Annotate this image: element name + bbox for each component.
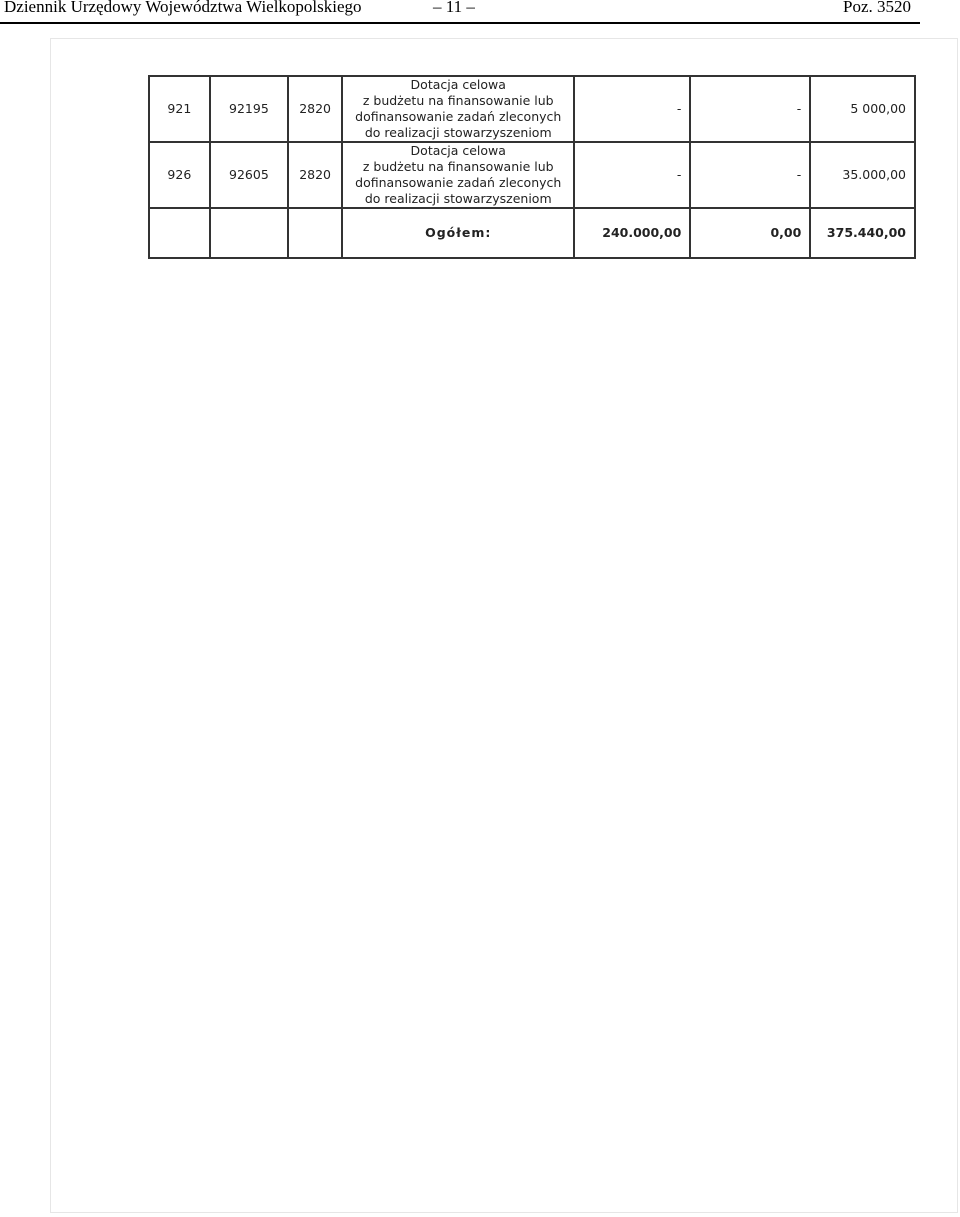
page-header [0,0,920,24]
total-value-3: 375.440,00 [810,208,915,258]
cell-dzial: 926 [149,142,210,208]
description-line: dofinansowanie zadań zleconych [355,175,562,190]
cell-paragraf: 2820 [288,76,342,142]
cell-value-3: 35.000,00 [810,142,915,208]
budget-table [148,75,916,259]
table-row [149,142,915,208]
journal-title: Dziennik Urzędowy Województwa Wielkopolskiego [4,0,362,16]
cell-empty [149,208,210,258]
description-line: do realizacji stowarzyszeniom [364,191,552,206]
description-line: dofinansowanie zadań zleconych [355,109,562,124]
cell-value-1: - [574,76,690,142]
cell-empty [288,208,342,258]
cell-dzial: 921 [149,76,210,142]
cell-paragraf: 2820 [288,142,342,208]
total-row [149,208,915,258]
position-number: Poz. 3520 [843,0,911,16]
description-line: Dotacja celowa [410,77,506,92]
total-value-1: 240.000,00 [574,208,690,258]
cell-empty [210,208,288,258]
cell-value-2: - [690,142,810,208]
cell-value-1: - [574,142,690,208]
description-line: do realizacji stowarzyszeniom [364,125,552,140]
cell-description [342,76,574,142]
total-value-2: 0,00 [690,208,810,258]
cell-value-3: 5 000,00 [810,76,915,142]
cell-rozdzial: 92195 [210,76,288,142]
cell-value-2: - [690,76,810,142]
cell-rozdzial: 92605 [210,142,288,208]
table-row [149,76,915,142]
description-line: z budżetu na finansowanie lub [362,93,554,108]
page-number: – 11 – [433,0,475,16]
cell-description [342,142,574,208]
description-line: Dotacja celowa [410,143,506,158]
description-line: z budżetu na finansowanie lub [362,159,554,174]
total-label: Ogółem: [342,208,574,258]
